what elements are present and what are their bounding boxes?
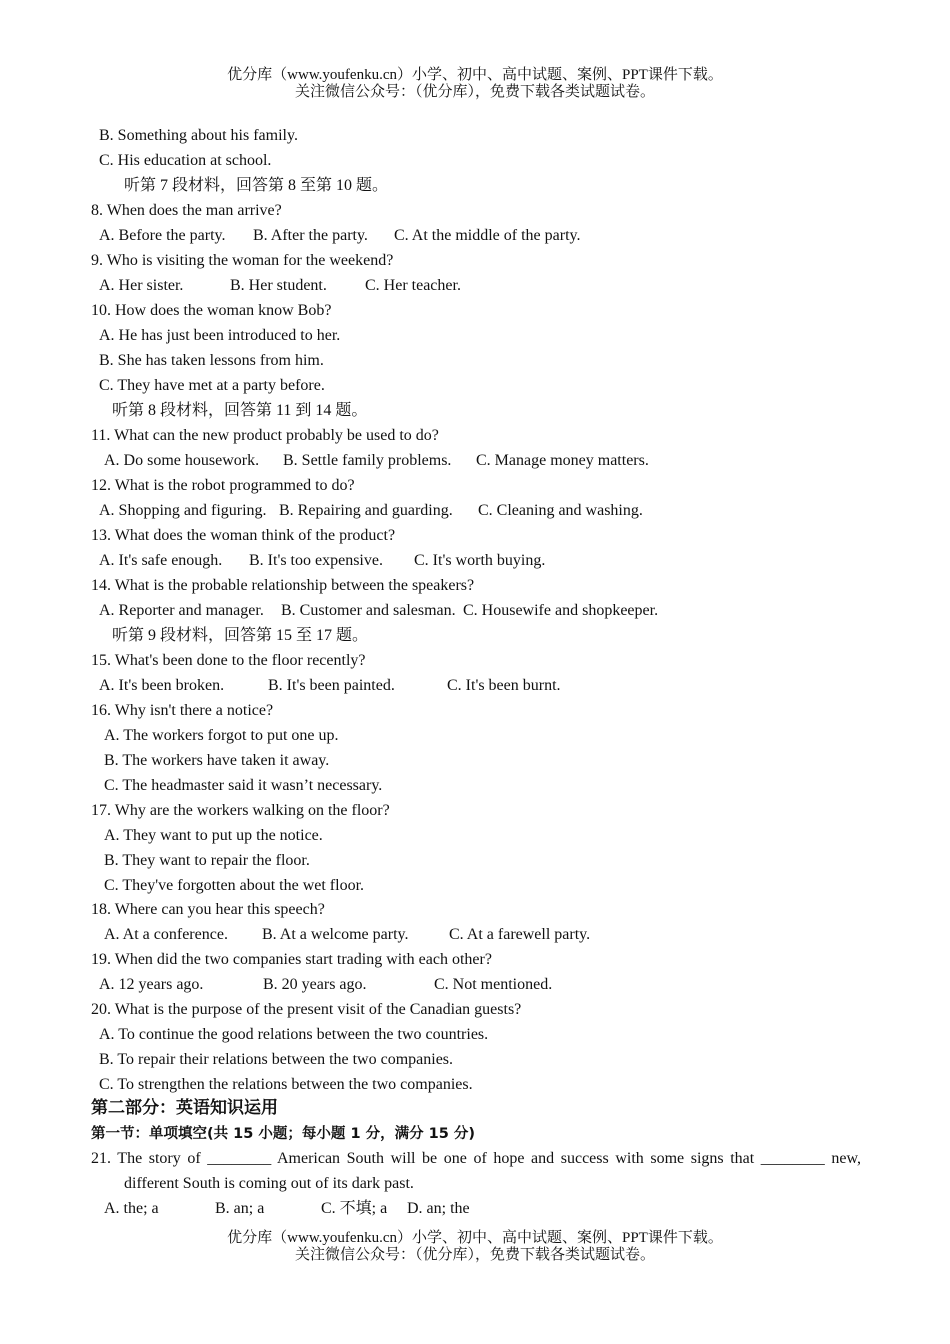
q21-option-a: A. the; a <box>104 1200 159 1217</box>
section-7-instruction: 听第 7 段材料，回答第 8 至第 10 题。 <box>124 177 389 194</box>
q18-options <box>104 925 590 945</box>
q9-option-c: C. Her teacher. <box>365 277 461 294</box>
q15-option-a: A. It's been broken. <box>99 677 225 694</box>
q8-option-c: C. At the middle of the party. <box>394 227 581 244</box>
q18-option-a: A. At a conference. <box>104 926 228 943</box>
q19-option-c: C. Not mentioned. <box>434 976 553 993</box>
q19-question: 19. When did the two companies start trading with each other? <box>91 951 492 968</box>
q14-option-a: A. Reporter and manager. <box>99 602 264 619</box>
q7-option-c: C. His education at school. <box>99 152 272 169</box>
q8-option-b: B. After the party. <box>253 227 368 244</box>
q21-option-c: C. 不填; a <box>321 1200 388 1217</box>
q10-question: 10. How does the woman know Bob? <box>91 302 332 319</box>
q13-options <box>99 551 545 571</box>
q16-question: 16. Why isn't there a notice? <box>91 702 274 719</box>
section-8-instruction: 听第 8 段材料，回答第 11 到 14 题。 <box>112 402 368 419</box>
page-header <box>0 67 950 101</box>
q11-question: 11. What can the new product probably be used to do? <box>91 427 439 444</box>
q20-option-a: A. To continue the good relations between the two countries. <box>99 1026 489 1043</box>
q18-option-c: C. At a farewell party. <box>449 926 591 943</box>
q16-option-c: C. The headmaster said it wasn’t necessary. <box>104 777 383 794</box>
q15-option-c: C. It's been burnt. <box>447 677 561 694</box>
q15-options <box>99 676 561 696</box>
q11-option-a: A. Do some housework. <box>104 452 260 469</box>
q14-option-b: B. Customer and salesman. <box>281 602 456 619</box>
q17-option-b: B. They want to repair the floor. <box>104 852 310 869</box>
q13-option-a: A. It's safe enough. <box>99 552 223 569</box>
q12-option-b: B. Repairing and guarding. <box>279 502 453 519</box>
q11-option-c: C. Manage money matters. <box>476 452 649 469</box>
q12-option-c: C. Cleaning and washing. <box>478 502 643 519</box>
q19-option-a: A. 12 years ago. <box>99 976 204 993</box>
q10-option-c: C. They have met at a party before. <box>99 377 325 394</box>
q16-option-a: A. The workers forgot to put one up. <box>104 727 339 744</box>
q21-options <box>104 1199 470 1219</box>
q20-option-b: B. To repair their relations between the two companies. <box>99 1051 454 1068</box>
q8-options <box>99 226 580 246</box>
q21-option-b: B. an; a <box>215 1200 265 1217</box>
q8-question: 8. When does the man arrive? <box>91 202 282 219</box>
q14-option-c: C. Housewife and shopkeeper. <box>463 602 659 619</box>
page-footer <box>0 1230 950 1264</box>
q21-question-line-1: 21. The story of ________ American South will be one of hope and success with some signs that ________ new, <box>91 1150 861 1167</box>
q19-options <box>99 975 552 995</box>
q17-option-c: C. They've forgotten about the wet floor. <box>104 877 365 894</box>
q11-options <box>104 451 649 471</box>
q17-option-a: A. They want to put up the notice. <box>104 827 323 844</box>
q9-options <box>99 276 461 296</box>
q8-option-a: A. Before the party. <box>99 227 226 244</box>
section-1-subtitle: 第一节：单项填空(共 15 小题；每小题 1 分，满分 15 分) <box>91 1126 475 1142</box>
q14-options <box>99 601 658 621</box>
q15-question: 15. What's been done to the floor recently? <box>91 652 366 669</box>
q7-option-b: B. Something about his family. <box>99 127 298 144</box>
q12-question: 12. What is the robot programmed to do? <box>91 477 355 494</box>
q17-question: 17. Why are the workers walking on the floor? <box>91 802 390 819</box>
q18-option-b: B. At a welcome party. <box>262 926 409 943</box>
q13-option-c: C. It's worth buying. <box>414 552 546 569</box>
q12-option-a: A. Shopping and figuring. <box>99 502 267 519</box>
q9-question: 9. Who is visiting the woman for the weekend? <box>91 252 394 269</box>
q19-option-b: B. 20 years ago. <box>263 976 367 993</box>
section-9-instruction: 听第 9 段材料，回答第 15 至 17 题。 <box>112 627 369 644</box>
part-2-title: 第二部分：英语知识运用 <box>91 1098 278 1118</box>
q13-question: 13. What does the woman think of the product? <box>91 527 396 544</box>
q10-option-b: B. She has taken lessons from him. <box>99 352 324 369</box>
q10-option-a: A. He has just been introduced to her. <box>99 327 341 344</box>
header-line-1: 优分库（www.youfenku.cn）小学、初中、高中试题、案例、PPT课件下载。 <box>227 67 723 83</box>
q9-option-b: B. Her student. <box>230 277 327 294</box>
footer-line-1: 优分库（www.youfenku.cn）小学、初中、高中试题、案例、PPT课件下载。 <box>227 1230 723 1246</box>
q9-option-a: A. Her sister. <box>99 277 184 294</box>
q20-question: 20. What is the purpose of the present visit of the Canadian guests? <box>91 1001 522 1018</box>
q12-options <box>99 501 643 521</box>
q11-option-b: B. Settle family problems. <box>283 452 452 469</box>
q20-option-c: C. To strengthen the relations between the two companies. <box>99 1076 473 1093</box>
q16-option-b: B. The workers have taken it away. <box>104 752 330 769</box>
header-line-2: 关注微信公众号：（优分库），免费下载各类试题试卷。 <box>294 84 655 100</box>
footer-line-2: 关注微信公众号：（优分库），免费下载各类试题试卷。 <box>294 1247 655 1263</box>
q21-option-d: D. an; the <box>407 1200 470 1217</box>
q18-question: 18. Where can you hear this speech? <box>91 901 325 918</box>
q21-question-line-2: different South is coming out of its dark past. <box>124 1175 414 1192</box>
q13-option-b: B. It's too expensive. <box>249 552 383 569</box>
q15-option-b: B. It's been painted. <box>268 677 395 694</box>
q14-question: 14. What is the probable relationship between the speakers? <box>91 577 475 594</box>
